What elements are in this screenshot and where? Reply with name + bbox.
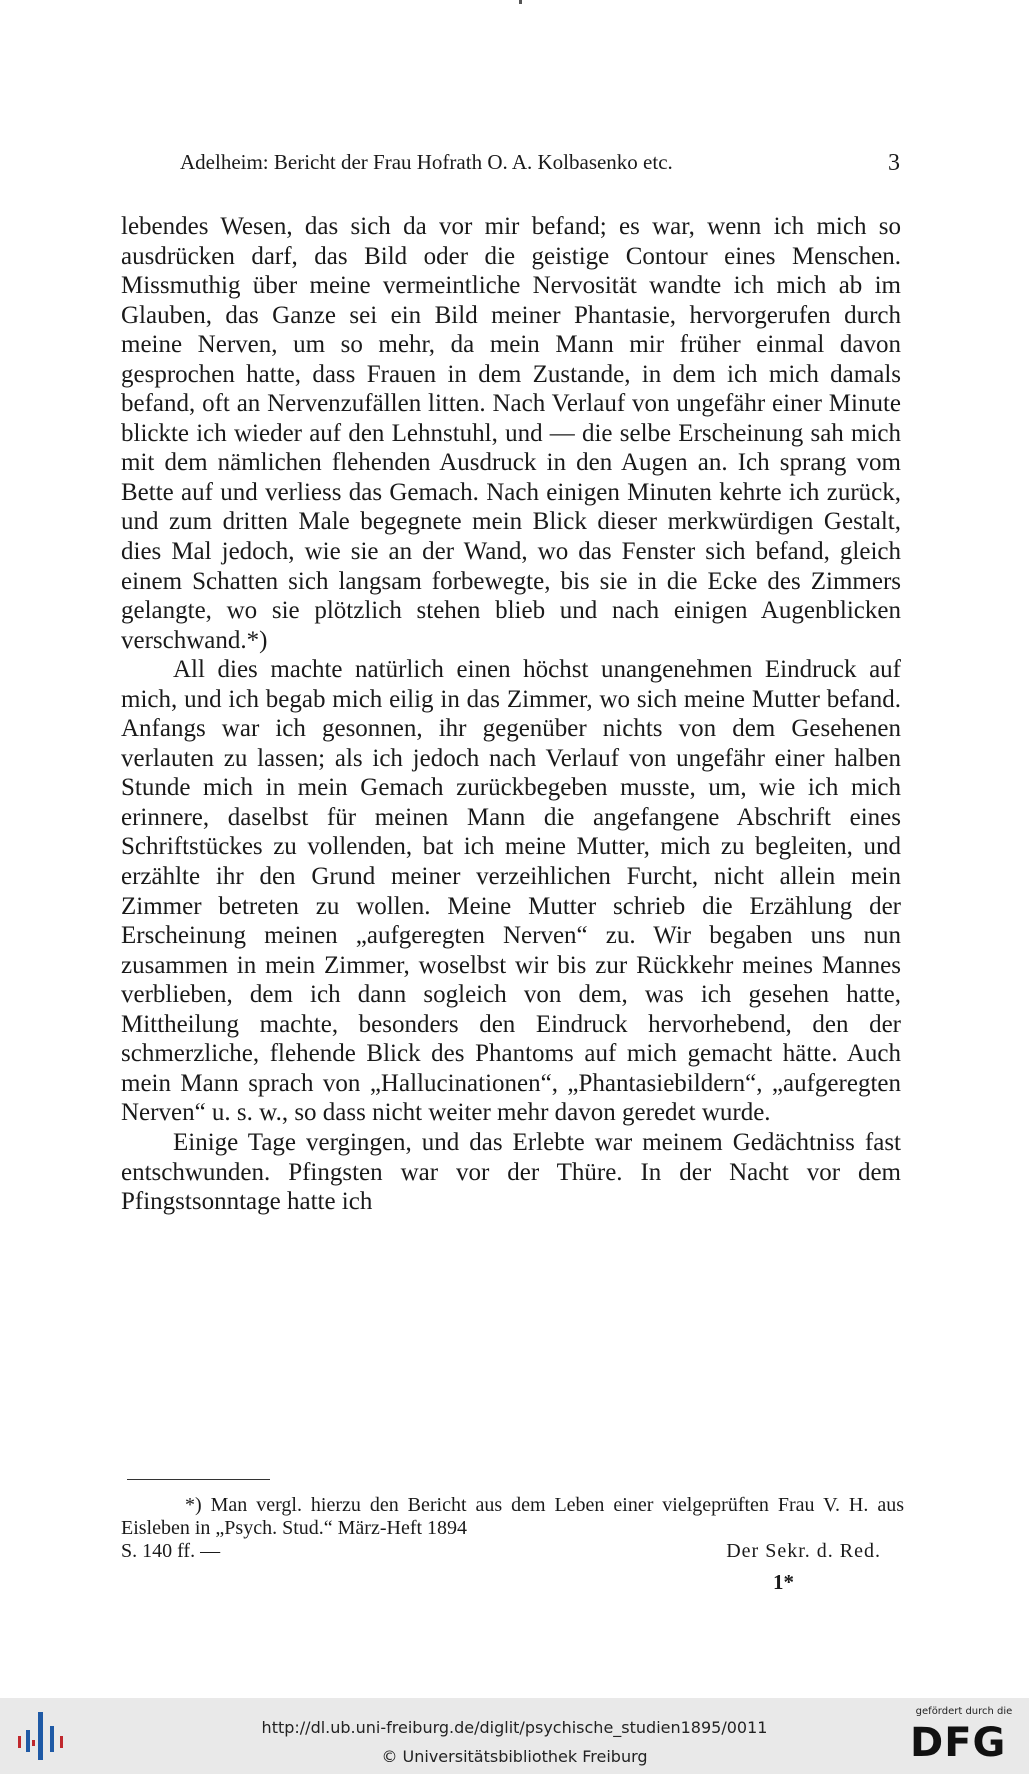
footer-bar bbox=[0, 1698, 1029, 1774]
footnote-signature: Der Sekr. d. Red. bbox=[726, 1540, 881, 1562]
main-text bbox=[121, 212, 901, 1217]
footnote-last-line bbox=[121, 1540, 881, 1564]
dfg-logo bbox=[906, 1706, 1022, 1770]
running-title: Adelheim: Bericht der Frau Hofrath O. A. Kolbasenko etc. bbox=[180, 150, 673, 174]
source-url-link[interactable]: http://dl.ub.uni-freiburg.de/diglit/psychische_studien1895/0011 bbox=[261, 1718, 768, 1737]
paragraph: lebendes Wesen, das sich da vor mir befand; es war, wenn ich mich so ausdrücken darf, das Bild oder die geistige Contour eines Menschen. Missmuthig über meine vermeintliche Nervosität wandte ich mich ab im Glauben, das Ganze sei ein Bild meiner Phantasie, hervorgerufen durch meine Nerven, um so mehr, da mein Mann mir früher einmal davon gesprochen hatte, dass Frauen in dem Zustande, in dem ich mich damals befand, oft an Nervenzufällen litten. Nach Verlauf von ungefähr einer Minute blickte ich wieder auf den Lehnstuhl, und — die selbe Erscheinung sah mich mit dem nämlichen flehenden Ausdruck in den Augen an. Ich sprang vom Bette auf und verliess das Gemach. Nach einigen Minuten kehrte ich zurück, und zum dritten Male begegnete mein Blick dieser merkwürdigen Gestalt, dies Mal jedoch, wie sie an der Wand, wo das Fenster sich befand, gleich einem Schatten sich langsam forbewegte, bis sie in die Ecke des Zimmers gelangte, wo sie plötzlich stehen blieb und nach einigen Augenblicken verschwand.*) bbox=[121, 213, 901, 654]
footnote-text: *) Man vergl. hierzu den Bericht aus dem Leben einer vielgeprüften Frau V. H. aus Eisleben in „Psych. Stud.“ März-Heft 1894 bbox=[121, 1494, 904, 1539]
dfg-logo-icon: DFG bbox=[910, 1720, 1007, 1766]
footnote-rule bbox=[127, 1479, 270, 1480]
copyright-notice: © Universitätsbibliothek Freiburg bbox=[381, 1747, 648, 1766]
running-header bbox=[180, 150, 900, 182]
paragraph: All dies machte natürlich einen höchst unangenehmen Eindruck auf mich, und ich begab mich eilig in das Zimmer, wo sich meine Mutter befand. Anfangs war ich gesonnen, ihr gegenüber nichts von dem Gesehenen verlauten zu lassen; als ich jedoch nach Verlauf von ungefähr einer halben Stunde mich in mein Gemach zurückbegeben musste, um, wie ich mich erinnere, daselbst für meinen Mann die angefangene Abschrift eines Schriftstückes zu vollenden, bat ich meine Mutter, mich zu begleiten, und erzählte ihr den Grund meiner verzeihlichen Furcht, nicht allein mein Zimmer betreten zu wollen. Meine Mutter schrieb die Erzählung der Erscheinung meinen „aufgeregten Nerven“ zu. Wir begaben uns nun zusammen in mein Zimmer, woselbst wir bis zur Rückkehr meines Mannes verblieben, dem ich dann sogleich von dem, was ich gesehen hatte, Mittheilung machte, besonders den Eindruck hervorhebend, den der schmerzliche, flehende Blick des Phantoms auf mich gemacht hätte. Auch mein Mann sprach von „Hallucinationen“, „Phantasiebildern“, „aufgeregten Nerven“ u. s. w., so dass nicht weiter mehr davon geredet wurde. bbox=[121, 656, 901, 1127]
footnote-reference: S. 140 ff. — bbox=[121, 1540, 221, 1562]
sheet-signature: 1* bbox=[773, 1570, 794, 1594]
paragraph: Einige Tage vergingen, und das Erlebte war meinem Gedächtniss fast entschwunden. Pfingsten war vor der Thüre. In der Nacht vor dem Pfingstsonntage hatte ich bbox=[121, 1128, 901, 1216]
page-number: 3 bbox=[888, 150, 900, 176]
scan-top-mark bbox=[519, 0, 522, 4]
dfg-funding-note: gefördert durch die bbox=[915, 1706, 1013, 1717]
footnote bbox=[121, 1494, 904, 1540]
